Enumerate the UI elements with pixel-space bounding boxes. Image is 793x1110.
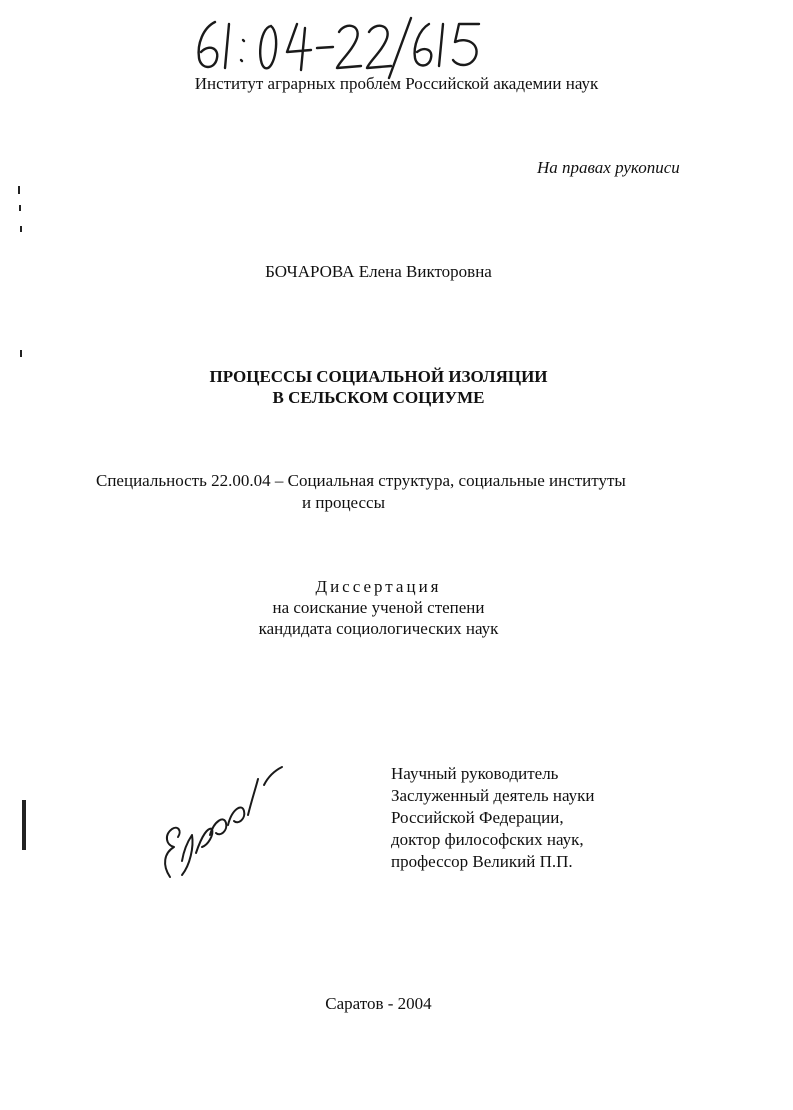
city-and-year: Саратов - 2004 [325, 994, 432, 1013]
supervisor-line-4: доктор философских наук, [391, 830, 584, 849]
scan-edge-mark [20, 350, 22, 357]
supervisor-line-3: Российской Федерации, [391, 808, 564, 827]
supervisor-line-1: Научный руководитель [391, 764, 559, 783]
scan-edge-mark [20, 226, 22, 232]
author-name: БОЧАРОВА Елена Викторовна [265, 262, 492, 281]
specialty-line-1: Специальность 22.00.04 – Социальная структура, социальные институты [96, 471, 626, 490]
specialty-line-2: и процессы [302, 493, 386, 512]
title-line-2: В СЕЛЬСКОМ СОЦИУМЕ [272, 388, 485, 407]
dissertation-heading: Диссертация [315, 577, 442, 596]
supervisor-line-5: профессор Великий П.П. [391, 852, 573, 871]
manuscript-rights-note: На правах рукописи [537, 158, 680, 177]
scan-edge-mark [22, 800, 26, 850]
title-line-1: ПРОЦЕССЫ СОЦИАЛЬНОЙ ИЗОЛЯЦИИ [209, 367, 548, 386]
scientific-supervisor-block [391, 763, 595, 873]
dissertation-degree-block [0, 576, 757, 639]
institute-name: Институт аграрных проблем Российской академии наук [194, 74, 599, 93]
scan-edge-mark [19, 205, 21, 211]
degree-line-2: кандидата социологических наук [258, 619, 499, 638]
handwritten-signature [148, 765, 288, 885]
scan-edge-mark [18, 186, 20, 194]
degree-line-1: на соискание ученой степени [272, 598, 485, 617]
supervisor-line-2: Заслуженный деятель науки [391, 786, 595, 805]
handwritten-code-stamp [185, 14, 485, 80]
dissertation-title [0, 366, 757, 408]
